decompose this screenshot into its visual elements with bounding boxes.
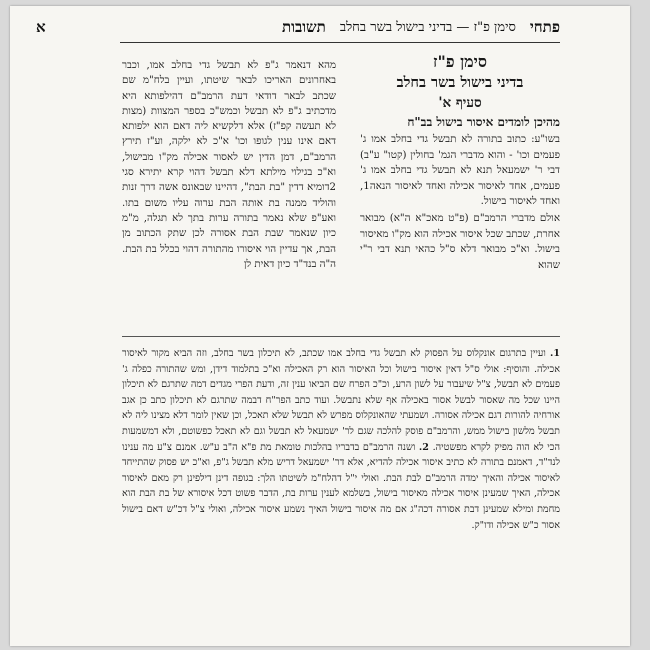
header-subtitle: סימן פ"ז — בדיני בישול בשר בחלב — [339, 20, 516, 35]
footnote-text: ושנה הרמב"ם בדבריו בהלכות טומאת מת פ"א ה"ב ע"ש. אמנם צ"ע מה ענינו לנד"ד, דאמנם בתורה לא כתיב איסור אכילה להדיא, אלא דר' ישמעאל דריש מלא תבשל ג"פ, וא"כ יש פסוק שהתייחד לאיסור אכילה והאיך ימדה הרמב"ם לבת הבת. ואולי י"ל דהלח"מ לשיטתו הלך: בגופה דינן דילפינן רק מאם לאיסור אכילה, האיך שמעינן איסור אכילה מאיסור בישול, בשלמא לענין ערות בת, הדבר פשוט דכל איסורא של בת הבת הוא מחמת ומילא שמעינן דבת אסורה דכה"ג אם מה איסור בישול האיך נשמע איסור אכילה, ואולי צ"ל דכ"ש דאם בישול אסור כ"ש אכילה ודו"ק. — [122, 441, 560, 531]
topic-heading: מהיכן לומדים איסור בישול בב"ח — [407, 115, 560, 129]
footnotes — [122, 346, 560, 533]
header-title-left: תשובות — [282, 17, 326, 36]
footnote-number: 1. — [549, 348, 560, 359]
paragraph: אולם מדברי הרמב"ם (פ"ט מאכ"א ה"א) מבואר אחרת, שכתב שכל איסור אכילה הוא מק"ו מאיסור בישול. וא"כ מבואר דלא ס"ל כהאי תנא דבי ר"י שהוא — [360, 212, 560, 271]
header-rule — [120, 42, 560, 43]
siman-subtitle: בדיני בישול בשר בחלב — [396, 74, 524, 91]
footnote-text: ועיין בתרגום אונקלוס על הפסוק לא תבשל גדי בחלב אמו שכתב, לא תיכלון בשר בחלב, וזה הביא מקור לאיסור אכילה. והוסיף: אולי ס"ל דאין איסור בישול וכל האיסור הוא רק האכילה וא"כ בתלמוד דידן, ומש שהתורה כפלה ג' פעמים לא תבשל, צ"ל שיעבור על לשון הרע, וכ"כ הפרח שם הביאו ענין זה, ודעת הפרי מגדים דמה שתרגם לא תיכלון היינו שכל מה שאסור לבשל אסור באכילה אף שלא נתבשל. ועוד כתב הפר"ח דבמה שתרגם לא תיכלון כתב כן אגב אורחיה להורות דגם אכילה אסורה. ושמעתי שהאונקלוס מפרש לא תבשל שלא תאכל, וכן שאין לומר דלא מצינו ליה לא תבשל מלשון בישול ממש, והרמב"ם פוסק להלכה שגם לר' ישמעאל לא תבשל וגם לא תאכל כפשוטם, ולא דמשמעות הכי לא הוה מפיק לקרא מפשטיה. — [122, 348, 560, 453]
left-column: מהא דנאמר ג"פ לא תבשל גדי בחלב אמו, וכבר באחרונים האריכו לבאר שיטתו, ועיין בלח"מ שם שכתב לבאר דודאי דעת הרמב"ם דהילפותא היא מדכתיב ג"פ לא תבשל וכמש"כ בספר המצוות (מצות לא תעשה קפ"ז) אלא דלקשיא ליה דאם הוא ילפותא דאם אינו ענין לגופו וכו' א"כ לא ילקה, וע"ז תירץ הרמב"ם, דמן הדין יש לאסור אכילה מק"ו מבישול, וא"כ בגילוי מילתא דלא תבשל דהוי קרא יתירא סגי 2דומיא דדין "בת הבת", דהיינו שבאונס אשה דרך זנות והוליד ממנה בת אותה הבת ערוה עליו משום בתו. ואע"פ שלא נאמר בתורה ערות בתך לא תגלה, מ"מ כיון שנאמר שבת הבת אסורה לכן שתק הכתוב מן הבת, אך עדיין הוי איסורו מהתורה דהוי בכלל בת הבת. ה"ה בנד"ד כיון דאית לן — [122, 60, 336, 270]
footnote-separator — [122, 336, 560, 337]
book-page — [10, 6, 630, 646]
footnote-number: 2. — [418, 441, 429, 453]
right-column — [360, 50, 560, 320]
seif-title: סעיף א' — [438, 95, 482, 111]
siman-title: סימן פ"ז — [433, 52, 487, 71]
page-letter: א — [36, 18, 46, 36]
running-header — [36, 14, 560, 40]
header-title-right: פתחי — [529, 17, 560, 36]
paragraph: בשו"ע: כתוב בתורה לא תבשל גדי בחלב אמו ג' פעמים וכו' - והוא מדברי הגמ' בחולין (קטו" ע"ב) דבי ר' ישמעאל תנא לא תבשל גדי בחלב אמו ג' פעמים, אחד לאיסור אכילה ואחד לאיסור הנאה1, ואחד לאיסור בישול. — [360, 133, 560, 208]
